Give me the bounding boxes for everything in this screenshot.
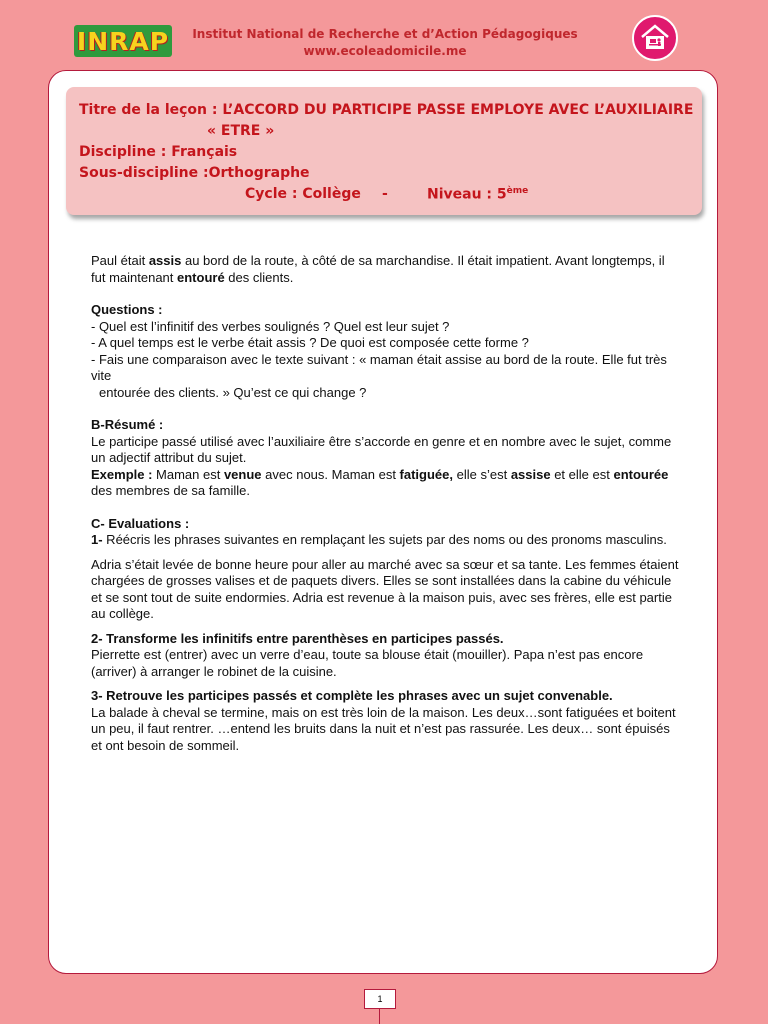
inrap-logo-text: INRAP <box>76 26 170 56</box>
institute-website[interactable]: www.ecoleadomicile.me <box>303 44 467 58</box>
lesson-title-box <box>66 87 702 215</box>
institute-header <box>190 26 580 60</box>
eval1-instruction: 1- Réécris les phrases suivantes en remplaçant les sujets par des noms ou des pronoms masculins. <box>91 532 667 547</box>
sous-discipline: Sous-discipline :Orthographe <box>79 165 310 181</box>
question-item: - Quel est l’infinitif des verbes soulignés ? Quel est leur sujet ? <box>91 318 450 334</box>
lesson-title-etre: « ETRE » <box>207 123 275 139</box>
page-number: 1 <box>364 989 396 1009</box>
niveau-sup: ème <box>506 186 529 196</box>
questions-heading: Questions : <box>91 302 163 317</box>
eval1-text: Adria s’était levée de bonne heure pour aller au marché avec sa sœur et sa tante. Les femmes étaient chargées de grosses valises et de paquets divers. Elles se sont installées dans la cabine du véhicule et se sont tout de suite endormies. Adria est revenue à la maison puis, avec ses frères, elle est partie au collège. <box>91 556 679 621</box>
lesson-title: Titre de la leçon : L’ACCORD DU PARTICIPE PASSE EMPLOYE AVEC L’AUXILIAIRE <box>79 102 694 118</box>
question-item: - Fais une comparaison avec le texte suivant : « maman était assise au bord de la route. Elle fut très vite <box>91 351 667 383</box>
cycle-separator: - <box>382 186 388 202</box>
cycle: Cycle : Collège <box>245 186 361 202</box>
inrap-logo <box>74 25 172 57</box>
question-item-continuation: entourée des clients. » Qu’est ce qui change ? <box>99 384 367 400</box>
resume-heading: B-Résumé : <box>91 417 164 432</box>
evaluations-heading: C- Evaluations : <box>91 515 190 531</box>
question-item: - A quel temps est le verbe était assis ? De quoi est composée cette forme ? <box>91 335 529 350</box>
eval3-text: La balade à cheval se termine, mais on est très loin de la maison. Les deux…sont fatiguées et boitent un peu, il faut rentrer. …entend les bruits dans la nuit et n’est pas rassurée. Les deux… sont épuisés et ont besoin de sommeil. <box>91 704 676 753</box>
exemple-paragraph: Exemple : Maman est venue avec nous. Maman est fatiguée, elle s’est assise et elle est entourée des membres de sa famille. <box>91 466 669 498</box>
lesson-content <box>91 253 681 754</box>
eval2-text: Pierrette est (entrer) avec un verre d’eau, toute sa blouse était (mouiller). Papa n’est pas encore (arriver) à arranger le robinet de la cuisine. <box>91 647 644 679</box>
page-number-connector <box>379 1009 380 1024</box>
niveau-label: Niveau : 5 <box>427 186 507 203</box>
intro-paragraph: Paul était assis au bord de la route, à côté de sa marchandise. Il était impatient. Avant longtemps, il fut maintenant entouré des clients. <box>91 253 665 285</box>
niveau <box>427 186 528 203</box>
eval2-heading: 2- Transforme les infinitifs entre parenthèses en participes passés. <box>91 630 504 646</box>
eval3-heading: 3- Retrouve les participes passés et complète les phrases avec un sujet convenable. <box>91 688 613 703</box>
institute-name: Institut National de Recherche et d’Action Pédagogiques <box>192 27 578 41</box>
resume-paragraph: Le participe passé utilisé avec l’auxiliaire être s’accorde en genre et en nombre avec le sujet, comme un adjectif attribut du sujet. <box>91 433 672 465</box>
house-desk-icon <box>632 15 678 61</box>
discipline: Discipline : Français <box>79 144 238 160</box>
